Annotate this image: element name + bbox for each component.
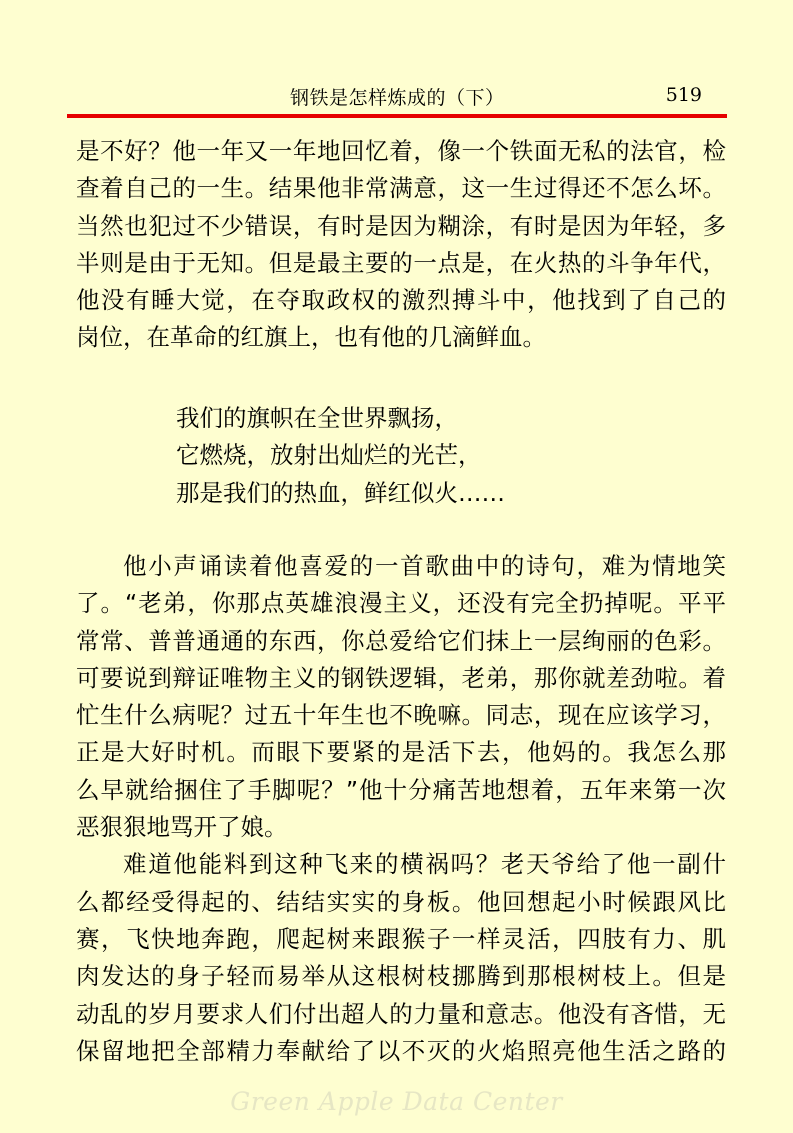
text-line: 半则是由于无知。但是最主要的一点是，在火热的斗争年代， (76, 248, 726, 277)
paragraph-1 (76, 133, 726, 357)
poem-line: 它燃烧，放射出灿烂的光芒， (176, 441, 482, 470)
watermark: Green Apple Data Center (230, 1087, 563, 1116)
text-line: 当然也犯过不少错误，有时是因为糊涂，有时是因为年轻，多 (76, 211, 726, 240)
running-header (68, 80, 726, 112)
text-line: 忙生什么病呢？过五十年生也不晚嘛。同志，现在应该学习， (76, 701, 726, 730)
text-line: 查着自己的一生。结果他非常满意，这一生过得还不怎么坏。 (76, 174, 726, 203)
paragraph-2-3 (76, 548, 726, 1070)
text-line: 么都经受得起的、结结实实的身板。他回想起小时候跟风比 (76, 887, 726, 916)
text-line: 他没有睡大觉，在夺取政权的激烈搏斗中，他找到了自己的 (76, 286, 726, 315)
text-line: 恶狠狠地骂开了娘。 (76, 813, 288, 842)
header-rule (67, 114, 727, 118)
text-line: 他小声诵读着他喜爱的一首歌曲中的诗句，难为情地笑 (123, 552, 726, 580)
text-line: 是不好？他一年又一年地回忆着，像一个铁面无私的法官，检 (76, 137, 726, 165)
text-line: 岗位，在革命的红旗上，也有他的几滴鲜血。 (76, 323, 546, 352)
book-title: 钢铁是怎样炼成的（下） (290, 87, 505, 109)
poem-line: 我们的旗帜在全世界飘扬， (176, 404, 458, 432)
text-line: 可要说到辩证唯物主义的钢铁逻辑，老弟，那你就差劲啦。着 (76, 663, 726, 692)
text-line: 保留地把全部精力奉献给了以不灭的火焰照亮他生活之路的 (76, 1036, 726, 1065)
poem-quote (176, 400, 505, 512)
page-number: 519 (665, 84, 702, 106)
poem-line: 那是我们的热血，鲜红似火…… (176, 478, 505, 507)
text-line: 肉发达的身子轻而易举从这根树枝挪腾到那根树枝上。但是 (76, 962, 726, 991)
text-line: 了。“老弟，你那点英雄浪漫主义，还没有完全扔掉呢。平平 (76, 589, 726, 618)
text-line: 动乱的岁月要求人们付出超人的力量和意志。他没有吝惜，无 (76, 999, 726, 1028)
text-line: 正是大好时机。而眼下要紧的是活下去，他妈的。我怎么那 (76, 738, 726, 767)
text-line: 常常、普普通通的东西，你总爱给它们抹上一层绚丽的色彩。 (76, 626, 726, 655)
text-line: 赛，飞快地奔跑，爬起树来跟猴子一样灵活，四肢有力、肌 (76, 924, 726, 953)
text-line: 么早就给捆住了手脚呢？”他十分痛苦地想着，五年来第一次 (76, 775, 726, 804)
text-line: 难道他能料到这种飞来的横祸吗？老天爷给了他一副什 (123, 850, 726, 879)
